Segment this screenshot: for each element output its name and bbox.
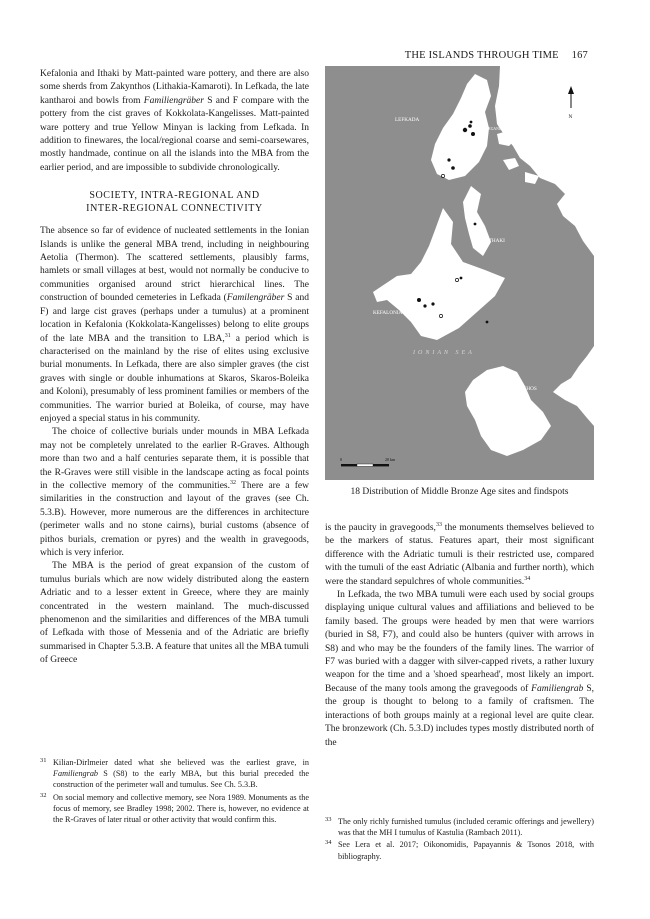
footnote-ref: 31 bbox=[224, 332, 231, 339]
paragraph-paucity: is the paucity in gravegoods,$^{33}$ the monuments themselves believed to be the markers of status. Features apart, their most significant difference with the Adriatic tumuli is their restricted use, compared with the tumuli of the east Adriatic (Albania and further north), which were the standard sepulchres of whole communities.$^{34}$ bbox=[325, 521, 594, 587]
label-akarnania: AKARNANIA bbox=[531, 82, 563, 88]
label-north: N bbox=[568, 114, 573, 120]
paragraph-absence: The absence so far of evidence of nucleated settlements in the Ionian Islands is unlike the general MBA trend, including in neighbouring Aetolia (Thermon). The scattered settlements, plausibly farms, hamlets or small villages at best, would not normally be conducive to communities organised around strict hierarchical lines. The construction of bounded cemeteries in Lefkada (Familengräber S and F) and large cist graves (perhaps under a tumulus) at a prominent location in Kefalonia (Kokkolata-Kangelisses) belong to elite groups of the late MBA and the transition to LBA,$^{31}$ a period which is characterised on the mainland by the rise of elites using exclusive burial monuments. In Lefkada, there are also simpler graves (the cist graves with single or double inhumations at Skaros, Skaros-Boleika and Koloni), presumably of less prominent families or members of the communities. The warrior buried at Boleika, of course, may have enjoyed a special status in his community. bbox=[40, 226, 310, 424]
paragraph-collective-burials: The choice of collective burials under mounds in MBA Lefkada may not be completely unrelated to the earlier R-Graves. Although more than two and a half centuries separate them, it is possible that the R-Graves were still visible in the landscape acting as focal points in the collective memory of the communities.$^{32}$ There are a few similarities in the construction and layout of the graves (see Ch. 5.3.B). However, more numerous are the differences in architecture (perimeter walls and no stone cairns), burial customs (absence of pithos burials, cremation or pyres) and the wealth in gravegoods, which is very inferior. bbox=[40, 427, 309, 558]
label-kefalonia: KEFALONIA bbox=[373, 310, 403, 316]
running-title: THE ISLANDS THROUGH TIME bbox=[404, 50, 559, 61]
site-marker bbox=[423, 304, 426, 307]
site-marker bbox=[463, 128, 467, 132]
scale-end: 20 km bbox=[385, 457, 396, 462]
site-marker bbox=[470, 121, 473, 124]
site-marker bbox=[431, 302, 434, 305]
map-svg bbox=[325, 66, 594, 480]
site-marker bbox=[447, 158, 450, 161]
label-ithaki: ITHAKI bbox=[487, 238, 505, 244]
figure-caption: 18 Distribution of Middle Bronze Age sites and findspots bbox=[350, 487, 569, 497]
site-marker bbox=[486, 321, 489, 324]
site-marker bbox=[471, 132, 475, 136]
footnote-ref: 33 bbox=[435, 521, 442, 528]
paragraph-tumulus-expansion: The MBA is the period of great expansion of the custom of tumulus burials which are now widely distributed along the eastern Adriatic and to a lesser extent in Greece, where they are mainly concentrated in the western mainland. The much-discussed phenomenon and the similarities and differences of the MBA tumuli of Lefkada with those of Messenia and of the Adriatic are briefly summarised in Chapter 5.3.B. A feature that unites all the MBA tumuli of Greece bbox=[40, 561, 309, 666]
site-marker bbox=[451, 166, 455, 170]
label-lefkada: LEFKADA bbox=[395, 117, 420, 123]
label-ionian-sea: IONIAN SEA bbox=[413, 350, 475, 356]
page-number: 167 bbox=[571, 50, 588, 61]
site-marker bbox=[468, 124, 472, 128]
label-zakynthos: ZAKYNTHOS bbox=[505, 386, 537, 392]
site-marker bbox=[417, 298, 421, 302]
running-head bbox=[405, 50, 588, 61]
scale-start: 0 bbox=[340, 457, 342, 462]
footnote-ref: 32 bbox=[229, 479, 236, 486]
paragraph-lefkada-tumuli: In Lefkada, the two MBA tumuli were each used by social groups displaying unique cultural values and affiliations and believed to be family based. The groups were headed by men that were warriors (buried in S8, F7), and could also be hunters (quiver with arrows in S8) and who may be the founders of the family lines. The warrior of F7 was buried with a dagger with silver-capped rivets, a rather luxury weapon for the time and a 'shoed spearhead', most likely an import. Because of the many tools among the gravegoods of Familiengrab S, the group is thought to belong to a family of craftsmen. The interactions of both groups mainly at a regional level are quite clear. The bronzework (Ch. 5.3.D) includes types mostly distributed north of the bbox=[325, 590, 594, 748]
footnote-ref: 34 bbox=[524, 575, 531, 582]
footnote-31: 31 Kilian-Dirlmeier dated what she believed was the earliest grave, in Familiengrab S (S8) to the early MBA, but this burial preceded the construction of the perimeter wall and tumulus. See Ch. 5.3.B. bbox=[40, 757, 309, 790]
footnote-34: 34 See Lera et al. 2017; Oikonomidis, Papayannis & Tsonos 2018, with bibliography. bbox=[325, 839, 594, 861]
footnotes-left bbox=[40, 757, 309, 826]
distribution-map bbox=[325, 66, 594, 480]
section-heading: SOCIETY, INTRA-REGIONAL AND INTER-REGIONAL CONNECTIVITY bbox=[86, 190, 263, 215]
right-column bbox=[325, 522, 594, 750]
footnote-33: 33 The only richly furnished tumulus (included ceramic offerings and jewellery) was that the MH I tumulus of Kastulia (Rambach 2011). bbox=[325, 816, 594, 838]
label-meganisi: MEGANISI bbox=[485, 127, 504, 131]
left-column bbox=[40, 68, 309, 668]
footnotes-right bbox=[325, 816, 594, 863]
footnote-32: 32 On social memory and collective memory, see Nora 1989. Monuments as the focus of memory, see Bradley 1998; 2002. There is, however, no evidence at the R-Graves of later ritual or other activity that would confirm this. bbox=[40, 791, 309, 825]
paragraph-intro: Kefalonia and Ithaki by Matt-painted ware pottery, and there are also some sherds from Zakynthos (Lithakia-Kamaroti). In Lefkada, the late kantharoi and bowls from Familiengräber S and F compare with the pottery from the cist graves of Kokkolata-Kangelisses. Matt-painted ware pottery and true Yellow Minyan is lacking from Lefkada. In addition to finewares, the local/regional coarse and semi-coarsewares, mostly handmade, continue on all the islands into the MBA from the earlier period, and are impossible to subdivide chronologically. bbox=[40, 69, 309, 173]
site-marker bbox=[460, 277, 463, 280]
site-marker bbox=[474, 223, 477, 226]
